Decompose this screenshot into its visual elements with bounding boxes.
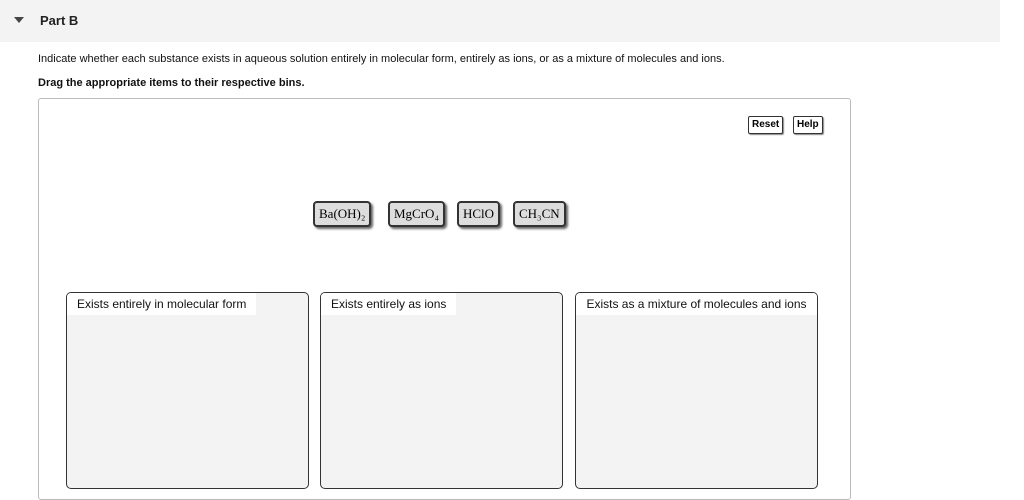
help-button[interactable]: Help (793, 116, 823, 134)
bin-molecular[interactable] (66, 292, 309, 489)
part-header[interactable] (0, 0, 1000, 42)
bin-label: Exists entirely in molecular form (67, 293, 256, 315)
collapse-triangle-icon[interactable] (14, 17, 24, 23)
instructions: Indicate whether each substance exists in aqueous solution entirely in molecular form, entirely as ions, or as a mixture of molecules and ions. (38, 53, 725, 65)
drag-instruction: Drag the appropriate items to their respective bins. (38, 77, 305, 89)
part-title: Part B (40, 13, 79, 28)
reset-button[interactable]: Reset (748, 116, 783, 134)
draggable-item[interactable]: CH₃CN (513, 201, 566, 227)
bin-mixture[interactable] (575, 292, 818, 489)
draggable-item[interactable]: HClO (457, 201, 500, 227)
bin-label: Exists entirely as ions (321, 293, 456, 315)
bin-ions[interactable] (320, 292, 563, 489)
draggable-item[interactable]: MgCrO₄ (388, 201, 445, 227)
draggable-item[interactable]: Ba(OH)₂ (313, 201, 371, 227)
bin-label: Exists as a mixture of molecules and ions (576, 293, 817, 315)
